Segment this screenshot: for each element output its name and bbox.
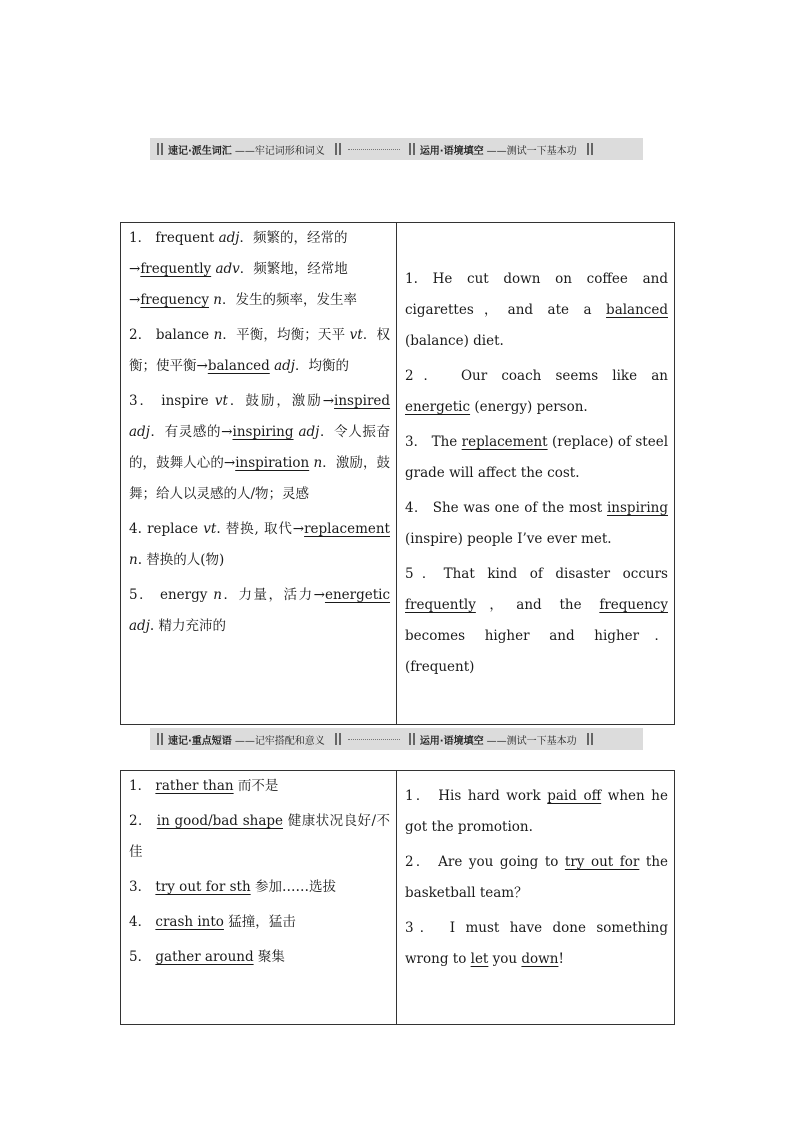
fill2-sentence-1: 1． His hard work paid off when he got the promotion. bbox=[405, 788, 668, 835]
answer-energetic: energetic bbox=[324, 587, 391, 603]
fill-sentence-4: 4． She was one of the most inspiring (inspire) people I’ve ever met. bbox=[405, 500, 668, 547]
header-right-title: 运用·语境填空 bbox=[419, 145, 484, 157]
fill2-sentence-2: 2． Are you going to try out for the basketball team？ bbox=[405, 854, 668, 901]
dotted-divider bbox=[348, 739, 400, 740]
answer-replacement: replacement bbox=[304, 521, 390, 537]
vocab-table bbox=[120, 222, 675, 725]
header-right-title: 运用·语境填空 bbox=[419, 735, 484, 747]
header-left-title: 速记·派生词汇 bbox=[168, 145, 232, 157]
fill-in-list-2 bbox=[397, 771, 674, 975]
section-header-derivatives bbox=[150, 138, 643, 160]
phrase-item-2: 2． in good/bad shape 健康状况良好/不佳 bbox=[129, 813, 390, 860]
header-left-sub: ——记牢搭配和意义 bbox=[234, 735, 325, 747]
vocab-item-replace: 4. replace vt. 替换, 取代→replacement n. 替换的人(物) bbox=[129, 521, 390, 568]
answer-balanced: balanced bbox=[207, 358, 270, 374]
header-left-sub: ——牢记词形和词义 bbox=[234, 145, 325, 157]
phrase-table bbox=[120, 770, 675, 1025]
header-right-sub: ——测试一下基本功 bbox=[486, 145, 577, 157]
dotted-divider bbox=[348, 149, 400, 150]
vocab-item-inspire: 3． inspire vt．鼓励，激励→inspired adj．有灵感的→inspiring adj．令人振奋的，鼓舞人心的→inspiration n．激励，鼓舞；给人以灵感的人/物；灵感 bbox=[129, 393, 391, 502]
phrase-item-1: 1． rather than 而不是 bbox=[129, 778, 279, 794]
phrase-item-4: 4． crash into 猛撞，猛击 bbox=[129, 914, 296, 930]
answer-frequently: frequently bbox=[140, 261, 212, 277]
answer-inspiring: inspiring bbox=[232, 424, 294, 440]
fill-sentence-1: 1. He cut down on coffee and cigarettes，and ate a balanced (balance) diet. bbox=[405, 271, 668, 349]
section-header-phrases bbox=[150, 728, 643, 750]
vocab-list bbox=[121, 223, 396, 642]
vocab-item-balance: 2． balance n．平衡，均衡；天平 vt．权衡；使平衡→balanced adj．均衡的 bbox=[129, 327, 391, 374]
answer-frequency: frequency bbox=[140, 292, 209, 308]
answer-inspired: inspired bbox=[334, 393, 391, 409]
fill-sentence-2: 2． Our coach seems like an energetic (energy) person. bbox=[405, 368, 668, 415]
answer-inspiration: inspiration bbox=[235, 455, 310, 471]
phrase-item-5: 5． gather around 聚集 bbox=[129, 949, 285, 965]
vocab-item-frequent: 1． frequent adj．频繁的，经常的 →frequently adv．频繁地，经常地 →frequency n．发生的频率，发生率 bbox=[129, 230, 357, 308]
header-right-sub: ——测试一下基本功 bbox=[486, 735, 577, 747]
fill-in-list-1 bbox=[397, 264, 674, 683]
fill2-sentence-3: 3． I must have done something wrong to let you down! bbox=[405, 920, 668, 967]
fill-sentence-5: 5．That kind of disaster occurs frequently，and the frequency becomes higher and higher．(frequent) bbox=[405, 566, 668, 675]
fill-sentence-3: 3． The replacement (replace) of steel grade will affect the cost. bbox=[405, 434, 669, 481]
phrase-list bbox=[121, 771, 396, 973]
vocab-item-energy: 5． energy n．力量，活力→energetic adj. 精力充沛的 bbox=[129, 587, 391, 634]
phrase-item-3: 3． try out for sth 参加……选拔 bbox=[129, 879, 336, 895]
header-left-title: 速记·重点短语 bbox=[168, 735, 232, 747]
